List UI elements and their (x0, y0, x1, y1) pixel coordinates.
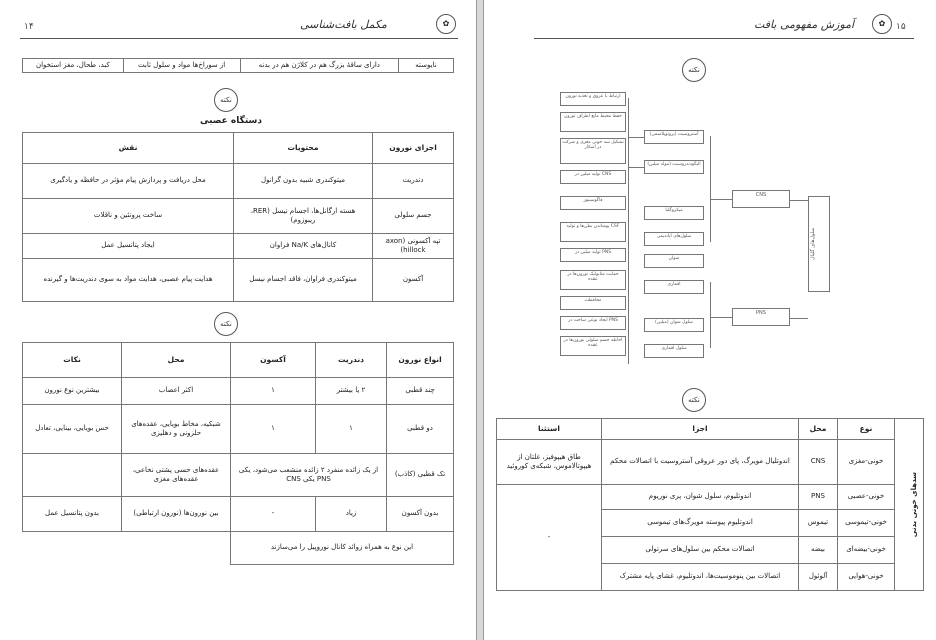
header-title: مکمل بافت‌شناسی (300, 18, 387, 31)
cell: خونی-هوایی (838, 564, 895, 591)
table-row (23, 454, 454, 497)
column-header: نکات (23, 343, 122, 378)
connector (710, 136, 711, 242)
page-number: ۱۵ (896, 22, 906, 32)
diagram-leaf: تولید میلین در CNS (560, 170, 626, 184)
cell: آکسون (373, 259, 454, 302)
column-header: انواع نورون (387, 343, 454, 378)
header-title: آموزش مفهومی بافت (754, 18, 855, 31)
diagram-leaf: ایجاد نوعی ساخت در PNS (560, 316, 626, 330)
header-rule (20, 38, 458, 39)
table-row (497, 485, 924, 510)
cell: اندوتلیال مویرگ، پای دور عروقی آستروسیت با اتصالات محکم (602, 440, 799, 485)
diagram-node-pns: PNS (732, 308, 790, 326)
column-header: نوع (838, 419, 895, 440)
column-header: استثنا (497, 419, 602, 440)
cell: چند قطبی (387, 378, 454, 405)
note-seal-icon: نكته (214, 312, 238, 336)
neuron-parts-table (22, 132, 454, 302)
cell: اتصالات محکم بین سلول‌های سرتولی (602, 537, 799, 564)
diagram-root: سلول‌های گلیال (808, 196, 830, 292)
table-title: دستگاه عصبی (200, 116, 262, 126)
cell: خونی-بیضه‌ای (838, 537, 895, 564)
top-row-table (22, 58, 454, 73)
cell: میتوکندری شبیه بدون گرانول (234, 164, 373, 199)
neuron-types-table (22, 342, 454, 565)
cell: آلوئول (799, 564, 838, 591)
book-logo-icon: ✿ (436, 14, 456, 34)
cell: از یک زائده منفرد ۲ زائده منشعب می‌شود، یکی PNS یکی CNS (231, 454, 387, 497)
cell: ساخت پروتئین و ناقلات (23, 199, 234, 234)
diagram-node-cns: CNS (732, 190, 790, 208)
table-row (23, 199, 454, 234)
diagram-node: الیگودندروسیت (مولد میلین) (644, 160, 704, 174)
cell: کبد، طحال، مغز استخوان (23, 59, 124, 73)
cell: ۲ یا بیشتر (316, 378, 387, 405)
right-page (484, 0, 936, 640)
note-seal-icon: نكته (214, 88, 238, 112)
page-number: ۱۴ (24, 22, 34, 32)
diagram-node: میکروگلیا (644, 206, 704, 220)
table-header-row (497, 419, 924, 440)
diagram-leaf: حمایت متابولیک نورون‌ها در عقده (560, 270, 626, 290)
table-header-row (23, 133, 454, 164)
cell: بیضه (799, 537, 838, 564)
side-label-cell (895, 419, 924, 591)
cell: شبکیه، مخاط بویایی، عقده‌های حلزونی و دهلیزی (122, 405, 231, 454)
table-row (23, 532, 454, 565)
cell: PNS (799, 485, 838, 510)
diagram-leaf: حفظ محیط مایع اطراف نورون (560, 112, 626, 132)
connector (710, 282, 711, 348)
cell: خونی-عصبی (838, 485, 895, 510)
diagram-leaf: تولید میلین در PNS (560, 248, 626, 262)
cell: نایوسته (399, 59, 454, 73)
column-header: محل (122, 343, 231, 378)
book-logo-icon: ✿ (872, 14, 892, 34)
column-header: دندریت (316, 343, 387, 378)
cell: تیموس (799, 510, 838, 537)
cell: بیشترین نوع نورون (23, 378, 122, 405)
diagram-node: آستروسیت (پروتوپلاسمی) (644, 130, 704, 144)
column-header: محتویات (234, 133, 373, 164)
footnote-cell: این نوع به همراه زوائد کانال نوروپیل را می‌سازند (231, 532, 454, 565)
connector (710, 317, 732, 318)
cell: دارای ساقۀ بزرگ هم در کلاژن هم در بدنه (240, 59, 398, 73)
diagram-node: اقماری (644, 280, 704, 294)
cell: ۱ (316, 405, 387, 454)
cell: بدون پتانسیل عمل (23, 497, 122, 532)
table-row (23, 259, 454, 302)
header-rule (534, 38, 914, 39)
cell: دو قطبی (387, 405, 454, 454)
cell: از سوراخ‌ها مواد و سلول ثابت (123, 59, 240, 73)
cell: هدایت پیام عصبی، هدایت مواد به سوی دندریت‌ها و گیرنده (23, 259, 234, 302)
cell: - (497, 485, 602, 591)
cell: تپه آکسونی (axon hillock) (373, 234, 454, 259)
note-seal-icon: نكته (682, 58, 706, 82)
column-header: اجزا (602, 419, 799, 440)
table-header-row (23, 343, 454, 378)
diagram-leaf: پوشاندن بطن‌ها و تولید CSF (560, 222, 626, 242)
cell: حس بویایی، بینایی، تعادل (23, 405, 122, 454)
cell: جسم سلولی (373, 199, 454, 234)
table-row (23, 405, 454, 454)
diagram-leaf: تشکیل سد خونی مغزی و شرکت در اسکار (560, 138, 626, 164)
diagram-node: سلول شوان (میلین) (644, 318, 704, 332)
table-row (23, 378, 454, 405)
cell: اکثر اعصاب (122, 378, 231, 405)
cell: میتوکندری فراوان، فاقد اجسام نیسل (234, 259, 373, 302)
cell: بین نورون‌ها (نورون ارتباطی) (122, 497, 231, 532)
cell: ایجاد پتانسیل عمل (23, 234, 234, 259)
cell: هسته ارگانل‌ها، اجسام نیسل (RER، ریبوزوم) (234, 199, 373, 234)
connector (628, 167, 644, 168)
column-header: نقش (23, 133, 234, 164)
cell: ۱ (231, 405, 316, 454)
cell: دندریت (373, 164, 454, 199)
cell: اتصالات بین پنوموسیت‌ها، اندوتلیوم، غشای پایه مشترک (602, 564, 799, 591)
connector (710, 199, 732, 200)
table-row (23, 164, 454, 199)
cell: محل دریافت و پردازش پیام مؤثر در حافظه و یادگیری (23, 164, 234, 199)
cell: ۱ (231, 378, 316, 405)
cell: خونی-تیموسی (838, 510, 895, 537)
cell (23, 454, 122, 497)
column-header: محل (799, 419, 838, 440)
cell: کانال‌های Na/K فراوان (234, 234, 373, 259)
connector (628, 137, 644, 138)
cell: تک قطبی (کاذب) (387, 454, 454, 497)
cell: اندوتلیوم پیوسته مویرگ‌های تیموسی (602, 510, 799, 537)
diagram-leaf: ارتباط با عروق و تغذیه نورون (560, 92, 626, 106)
cell: خونی-مغزی (838, 440, 895, 485)
cell: طاق هیپوفیز، غلتان از هیپوتالاموس، شبکه‌ی کوروئید (497, 440, 602, 485)
blood-barriers-table (496, 418, 924, 591)
table-row (23, 234, 454, 259)
cell: - (231, 497, 316, 532)
cell: CNS (799, 440, 838, 485)
side-label: سدهای خونی بدنی (909, 471, 918, 538)
cell: عقده‌های حسی پشتی نخاعی، عقده‌های مغزی (122, 454, 231, 497)
cell: زیاد (316, 497, 387, 532)
table-row (23, 497, 454, 532)
cell: اندوتلیوم، سلول شوان، پری نوریوم (602, 485, 799, 510)
cell: بدون آکسون (387, 497, 454, 532)
diagram-leaf: محافظت (560, 296, 626, 310)
diagram-leaf: احاطه جسم سلولی نورون‌ها در عقده (560, 336, 626, 356)
diagram-leaf: فاگوسیتوز (560, 196, 626, 210)
column-header: آکسون (231, 343, 316, 378)
diagram-node: سلول‌های اپاندیمی (644, 232, 704, 246)
connector (790, 200, 808, 201)
diagram-node: شوان (644, 254, 704, 268)
note-seal-icon: نكته (682, 388, 706, 412)
column-header: اجزای نورون (373, 133, 454, 164)
table-row (497, 440, 924, 485)
diagram-node: سلول اقماری (644, 344, 704, 358)
connector (790, 318, 808, 319)
